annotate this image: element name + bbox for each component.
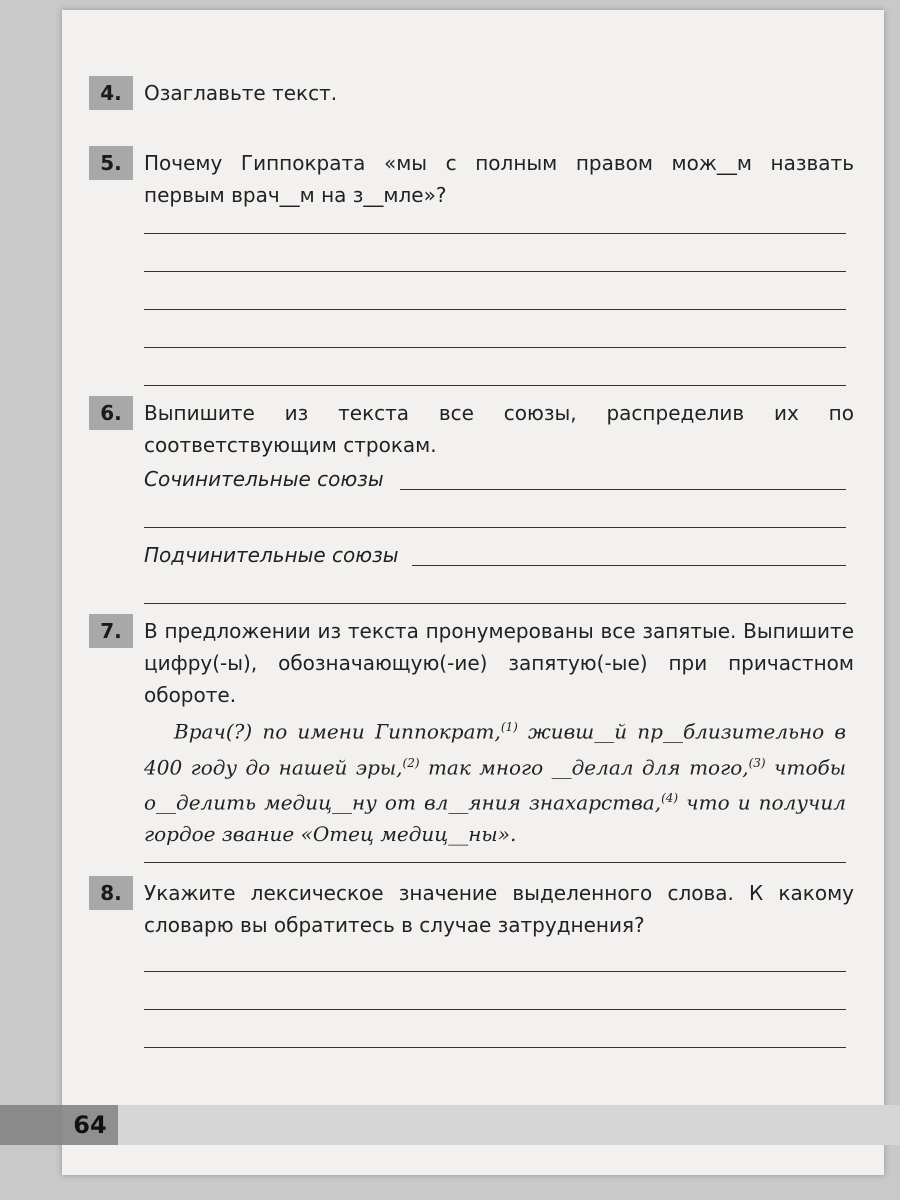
comma-number: (4)	[661, 791, 679, 806]
passage-text: что и получил гордое звание «Отец медиц__ны».	[144, 790, 846, 846]
task-number-badge: 6.	[89, 396, 133, 430]
passage-sentence	[144, 712, 846, 850]
answer-line[interactable]	[144, 233, 846, 234]
task-8	[84, 876, 854, 946]
footer-band	[0, 1105, 900, 1145]
answer-line[interactable]	[144, 1009, 846, 1010]
task-number-badge: 5.	[89, 146, 133, 180]
task-6	[84, 396, 854, 466]
subordinating-conjunctions-label: Подчинительные союзы	[144, 543, 399, 567]
answer-line[interactable]	[400, 489, 846, 490]
answer-line[interactable]	[144, 271, 846, 272]
task-4	[84, 76, 854, 116]
task-7	[84, 614, 854, 714]
answer-line[interactable]	[144, 385, 846, 386]
passage-text: чтобы о__делить медиц__ну от вл__яния знахарства,	[144, 755, 846, 815]
coordinating-conjunctions-label: Сочинительные союзы	[144, 467, 384, 491]
task-question: Выпишите из текста все союзы, распределив их по соответствующим строкам.	[144, 401, 854, 457]
passage-text: Врач(?) по имени Гиппократ,	[174, 719, 501, 744]
answer-line[interactable]	[144, 527, 846, 528]
comma-number: (3)	[748, 755, 766, 770]
task-question: Укажите лексическое значение выделенного слова. К какому словарю вы обратитесь в случае затруднения?	[144, 881, 854, 937]
task-question: Озаглавьте текст.	[144, 81, 338, 105]
answer-line[interactable]	[144, 862, 846, 863]
passage-text: так много __делал для того,	[419, 755, 749, 780]
task-question: Почему Гиппократа «мы с полным правом мож__м назвать первым врач__м на з__мле»?	[144, 151, 854, 207]
comma-number: (2)	[402, 755, 420, 770]
task-7-passage	[144, 712, 846, 850]
task-5	[84, 146, 854, 216]
answer-line[interactable]	[412, 565, 846, 566]
comma-number: (1)	[500, 720, 518, 734]
task-number-badge: 8.	[89, 876, 133, 910]
task-number-badge: 4.	[89, 76, 133, 110]
answer-line[interactable]	[144, 1047, 846, 1048]
task-number-badge: 7.	[89, 614, 133, 648]
page-number: 64	[62, 1105, 118, 1145]
answer-line[interactable]	[144, 971, 846, 972]
answer-line[interactable]	[144, 347, 846, 348]
answer-line[interactable]	[144, 603, 846, 604]
passage-text: живш__й пр__близительно в 400 году до нашей эры,	[144, 719, 846, 780]
answer-line[interactable]	[144, 309, 846, 310]
task-question: В предложении из текста пронумерованы все запятые. Выпишите цифру(-ы), обозначающую(-ие) запятую(-ые) при причастном обороте.	[144, 619, 854, 707]
